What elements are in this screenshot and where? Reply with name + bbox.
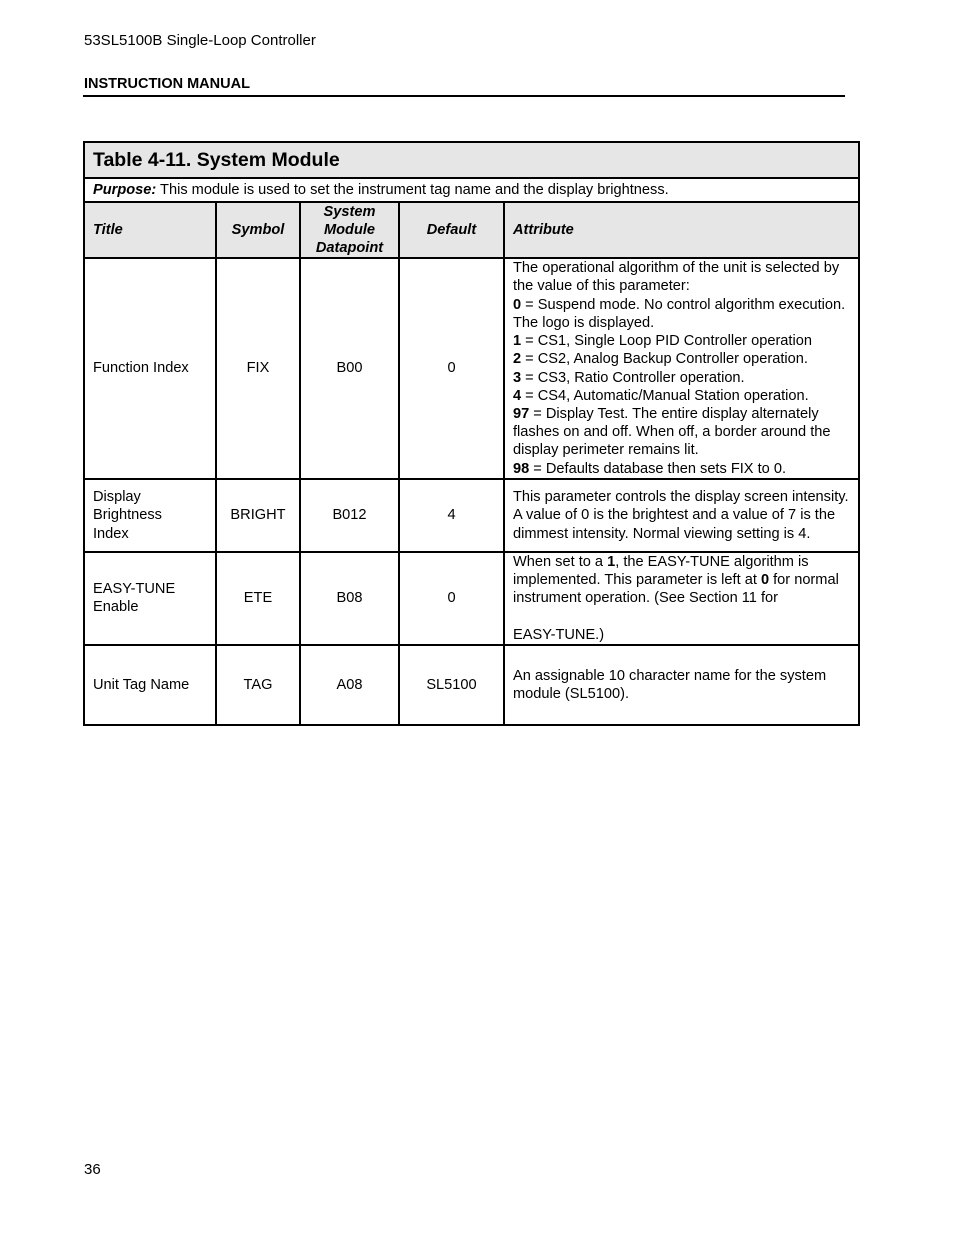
option-text: = CS4, Automatic/Manual Station operation. [521,387,809,404]
row-title: Unit Tag Name [84,645,216,725]
title-line: Brightness [93,507,162,524]
row-attribute [504,552,859,645]
attribute-option [513,350,850,368]
table-caption: Table 4-11. System Module [84,142,859,178]
attribute-intro: The operational algorithm of the unit is selected by the value of this parameter: [513,260,840,295]
title-line: Enable [93,599,139,616]
row-title [84,479,216,552]
purpose-label: Purpose: [93,181,157,198]
row-title: Function Index [84,258,216,479]
row-datapoint: B012 [300,479,399,552]
option-code: 3 [513,369,522,386]
page-number: 36 [84,1161,101,1178]
datapoint-header-line: Module [323,222,376,238]
column-header-datapoint [300,202,399,258]
option-text: = CS2, Analog Backup Controller operation. [521,351,808,368]
row-default: SL5100 [399,645,504,725]
header-divider [83,95,845,97]
attribute-text: for normal instrument operation. (See Section 11 for [513,572,839,607]
title-line: EASY-TUNE [93,581,176,598]
option-code: 1 [513,333,522,350]
attribute-option [513,387,850,405]
table-purpose [84,178,859,202]
option-code: 98 [513,460,530,477]
attribute-option [513,332,850,350]
table-row [84,552,859,645]
attribute-option [513,296,850,332]
option-code: 4 [513,387,522,404]
table-row [84,479,859,552]
option-text: = CS1, Single Loop PID Controller operation [521,333,812,350]
attribute-value: 1 [607,554,616,570]
title-line: Index [93,525,129,542]
row-symbol: ETE [216,552,300,645]
row-datapoint: B00 [300,258,399,479]
option-code: 97 [513,405,530,422]
table-row [84,645,859,725]
row-datapoint: B08 [300,552,399,645]
option-text: = Defaults database then sets FIX to 0. [529,460,786,477]
row-default: 4 [399,479,504,552]
datapoint-header-line: Datapoint [315,240,384,256]
section-label: INSTRUCTION MANUAL [84,76,250,92]
system-module-table [83,141,860,726]
column-header-symbol: Symbol [216,202,300,258]
attribute-text: When set to a [513,554,608,570]
row-symbol: TAG [216,645,300,725]
row-attribute [504,258,859,479]
row-default: 0 [399,258,504,479]
attribute-option [513,369,850,387]
row-title [84,552,216,645]
attribute-option [513,460,850,478]
datapoint-header-line: System [323,204,376,220]
option-code: 2 [513,351,522,368]
option-text: = Suspend mode. No control algorithm execution. The logo is displayed. [513,296,846,331]
row-datapoint: A08 [300,645,399,725]
column-header-default: Default [399,202,504,258]
purpose-text: This module is used to set the instrument tag name and the display brightness. [156,181,669,198]
row-symbol: FIX [216,258,300,479]
column-header-title: Title [84,202,216,258]
row-attribute: This parameter controls the display screen intensity. A value of 0 is the brightest and a value of 7 is the dimmest intensity. Normal viewing setting is 4. [504,479,859,552]
row-attribute: An assignable 10 character name for the system module (SL5100). [504,645,859,725]
column-header-attribute: Attribute [504,202,859,258]
row-symbol: BRIGHT [216,479,300,552]
attribute-text: EASY-TUNE.) [513,626,605,643]
option-text: = Display Test. The entire display alternately flashes on and off. When off, a border around the display perimeter remains lit. [513,405,831,459]
document-title: 53SL5100B Single-Loop Controller [84,32,316,49]
option-code: 0 [513,296,522,313]
table-header-row [84,202,859,258]
option-text: = CS3, Ratio Controller operation. [521,369,745,386]
attribute-option [513,405,850,460]
title-line: Display [93,489,141,506]
attribute-value: 0 [760,572,770,589]
table-row [84,258,859,479]
row-default: 0 [399,552,504,645]
attribute-text: , the EASY-TUNE algorithm is implemented. This parameter is left at [513,554,809,589]
